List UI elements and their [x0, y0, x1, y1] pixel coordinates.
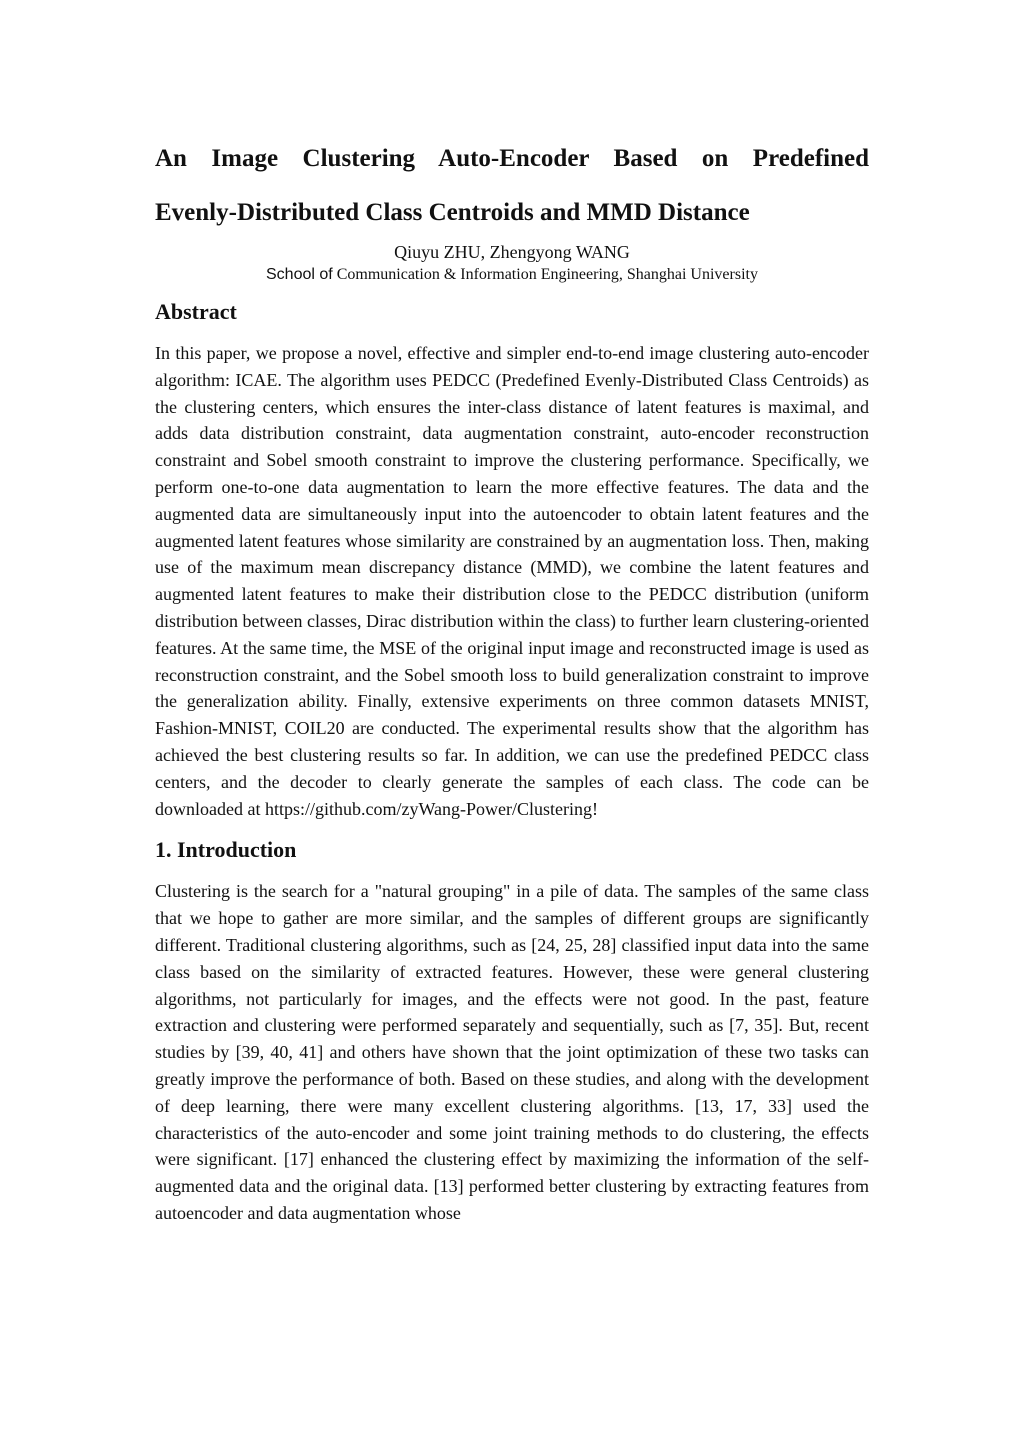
paper-page: [155, 132, 869, 1227]
abstract-heading: Abstract: [155, 299, 237, 324]
paper-title-line-2: Evenly-Distributed Class Centroids and MMD Distance: [155, 199, 750, 226]
introduction-heading: 1. Introduction: [155, 837, 297, 863]
introduction-body: Clustering is the search for a "natural grouping" in a pile of data. The samples of the same class that we hope to gather are more similar, and the samples of different groups are significantly different. Traditional clustering algorithms, such as [24, 25, 28] classified input data into the same class based on the similarity of extracted features. However, these were general clustering algorithms, not particularly for images, and the effects were not good. In the past, feature extraction and clustering were performed separately and sequentially, such as [7, 35]. But, recent studies by [39, 40, 41] and others have shown that the joint optimization of these two tasks can greatly improve the performance of both. Based on these studies, and along with the development of deep learning, there were many excellent clustering algorithms. [13, 17, 33] used the characteristics of the auto-encoder and some joint training methods to do clustering, the effects were significant. [17] enhanced the clustering effect by maximizing the information of the self-augmented data and the original data. [13] performed better clustering by extracting features from autoencoder and data augmentation whose: [155, 881, 869, 1223]
abstract-body: In this paper, we propose a novel, effective and simpler end-to-end image clustering auto-encoder algorithm: ICAE. The algorithm uses PEDCC (Predefined Evenly-Distributed Class Centroids) as the clustering centers, which ensures the inter-class distance of latent features is maximal, and adds data distribution constraint, data augmentation constraint, auto-encoder reconstruction constraint and Sobel smooth constraint to improve the clustering performance. Specifically, we perform one-to-one data augmentation to learn the more effective features. The data and the augmented data are simultaneously input into the autoencoder to obtain latent features and the augmented latent features whose similarity are constrained by an augmentation loss. Then, making use of the maximum mean discrepancy distance (MMD), we combine the latent features and augmented latent features to make their distribution close to the PEDCC distribution (uniform distribution between classes, Dirac distribution within the class) to further learn clustering-oriented features. At the same time, the MSE of the original input image and reconstructed image is used as reconstruction constraint, and the Sobel smooth loss to build generalization constraint to improve the generalization ability. Finally, extensive experiments on three common datasets MNIST, Fashion-MNIST, COIL20 are conducted. The experimental results show that the algorithm has achieved the best clustering results so far. In addition, we can use the predefined PEDCC class centers, and the decoder to clearly generate the samples of each class. The code can be downloaded at https://github.com/zyWang-Power/Clustering!: [155, 343, 869, 819]
affiliation: [155, 264, 869, 286]
paper-title: [155, 132, 869, 240]
affiliation-rest: Communication & Information Engineering, Shanghai University: [332, 266, 758, 283]
affiliation-prefix: School of: [266, 266, 333, 283]
paper-title-line-1: An Image Clustering Auto-Encoder Based on Predefined: [155, 145, 869, 172]
author-list: Qiuyu ZHU, Zhengyong WANG: [394, 242, 630, 262]
